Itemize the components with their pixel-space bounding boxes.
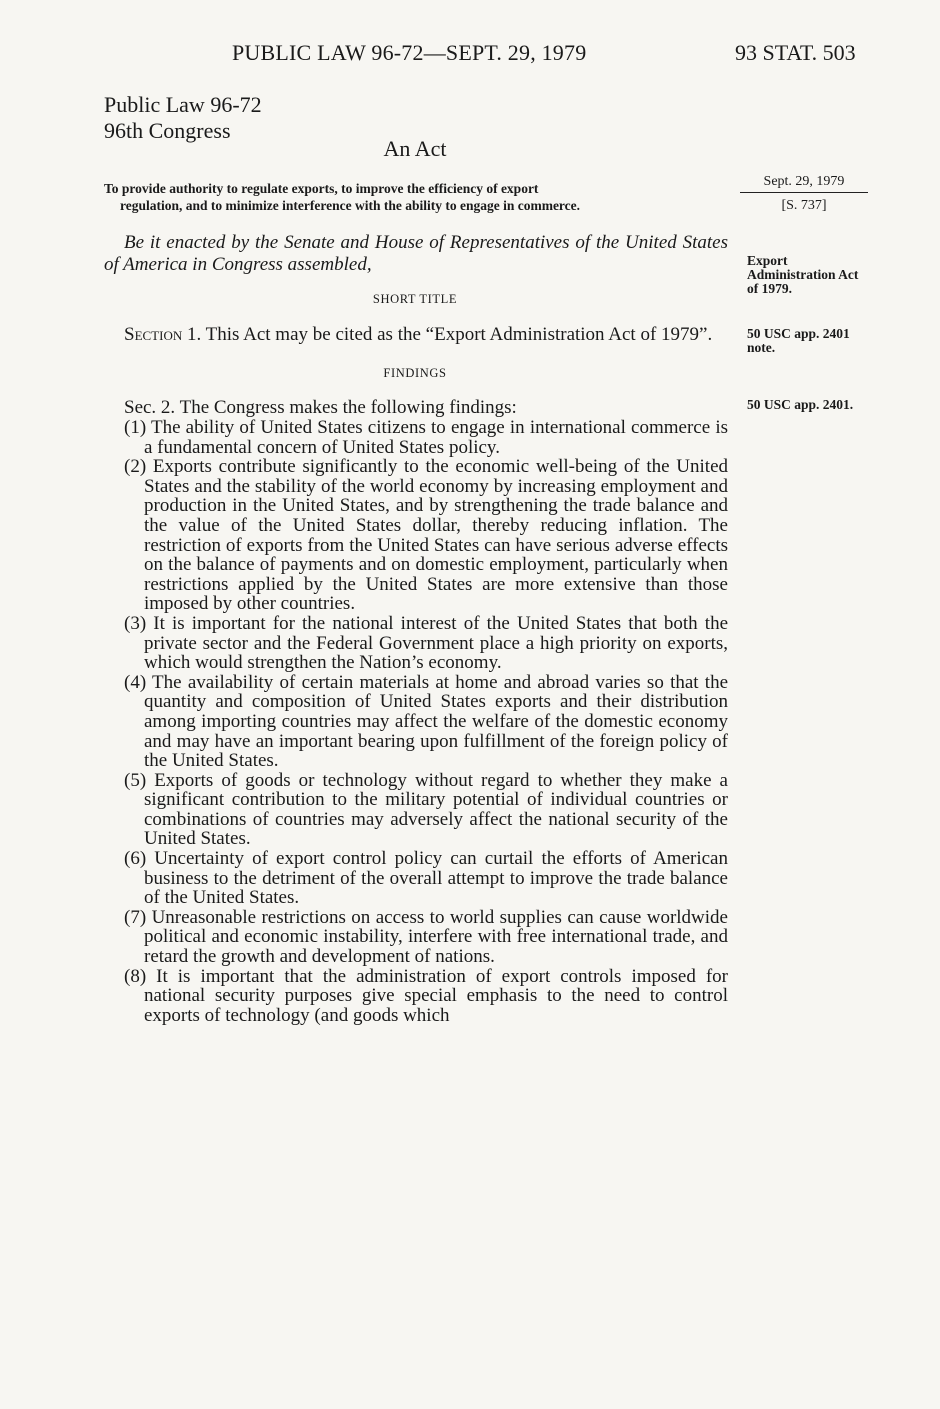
section-1	[104, 325, 728, 344]
finding-6: (6) Uncertainty of export control policy can curtail the efforts of American business to the detriment of the overall attempt to improve the trade balance of the United States.	[124, 848, 728, 909]
congress-number: 96th Congress	[104, 118, 231, 143]
purpose-line-1: To provide authority to regulate exports, to improve the efficiency of export	[104, 181, 539, 196]
margin-note-cite-2: 50 USC app. 2401.	[747, 397, 854, 412]
finding-7: (7) Unreasonable restrictions on access to world supplies can cause worldwide political and economic instability, interfere with free international trade, and retard the growth and development of nations.	[124, 906, 728, 968]
running-head: PUBLIC LAW 96-72—SEPT. 29, 1979	[232, 40, 587, 65]
enacting-clause: Be it enacted by the Senate and House of Representatives of the United States of America in Congress assembled,	[104, 232, 728, 275]
finding-4: (4) The availability of certain materials at home and abroad varies so that the quantity and composition of United States exports and their distribution among importing countries may affect the welfare of the domestic economy and may have an important bearing upon fulfillment of the foreign policy of the United States.	[124, 671, 728, 772]
finding-8: (8) It is important that the administration of export controls imposed for national security purposes give special emphasis to the need to control exports of technology (and goods which	[124, 965, 728, 1026]
enactment-date: Sept. 29, 1979	[740, 174, 868, 193]
findings-list	[104, 418, 728, 1025]
section-2-intro: Sec. 2. The Congress makes the following findings:	[124, 397, 517, 418]
public-law-number: Public Law 96-72	[104, 92, 262, 117]
finding-2: (2) Exports contribute significantly to the economic well-being of the United States and the stability of the world economy by increasing employment and production in the United States, and by strengthening the trade balance and the value of the United States dollar, thereby reducing inflation. The restriction of exports from the United States can have serious adverse effects on the balance of payments and on domestic employment, particularly when restrictions applied by the United States are more extensive than those imposed by other countries.	[124, 456, 728, 615]
act-purpose	[104, 180, 728, 214]
finding-3: (3) It is important for the national interest of the United States that both the private sector and the Federal Government place a high priority on exports, which would strengthen the Nation’s economy.	[124, 612, 728, 674]
section-label: Section	[124, 324, 183, 345]
statute-page-number: 93 STAT. 503	[735, 40, 856, 65]
short-title-heading: SHORT TITLE	[372, 292, 458, 306]
purpose-line-2: regulation, and to minimize interference with the ability to engage in commerce.	[120, 198, 581, 213]
findings-heading: FINDINGS	[383, 366, 447, 380]
act-heading: An Act	[383, 136, 447, 161]
section-1-text: 1. This Act may be cited as the “Export Administration Act of 1979”.	[182, 324, 713, 345]
bill-number: [S. 737]	[781, 198, 827, 213]
finding-1: (1) The ability of United States citizens to engage in international commerce is a fundamental concern of United States policy.	[124, 417, 728, 458]
margin-note-act-name: Export Administration Act of 1979.	[747, 253, 859, 296]
margin-note-cite-1: 50 USC app. 2401 note.	[747, 326, 850, 355]
finding-5: (5) Exports of goods or technology without regard to whether they make a significant contribution to the military potential of individual countries or combinations of countries may adversely affect the national security of the United States.	[124, 769, 728, 850]
margin-date-block	[740, 174, 868, 214]
